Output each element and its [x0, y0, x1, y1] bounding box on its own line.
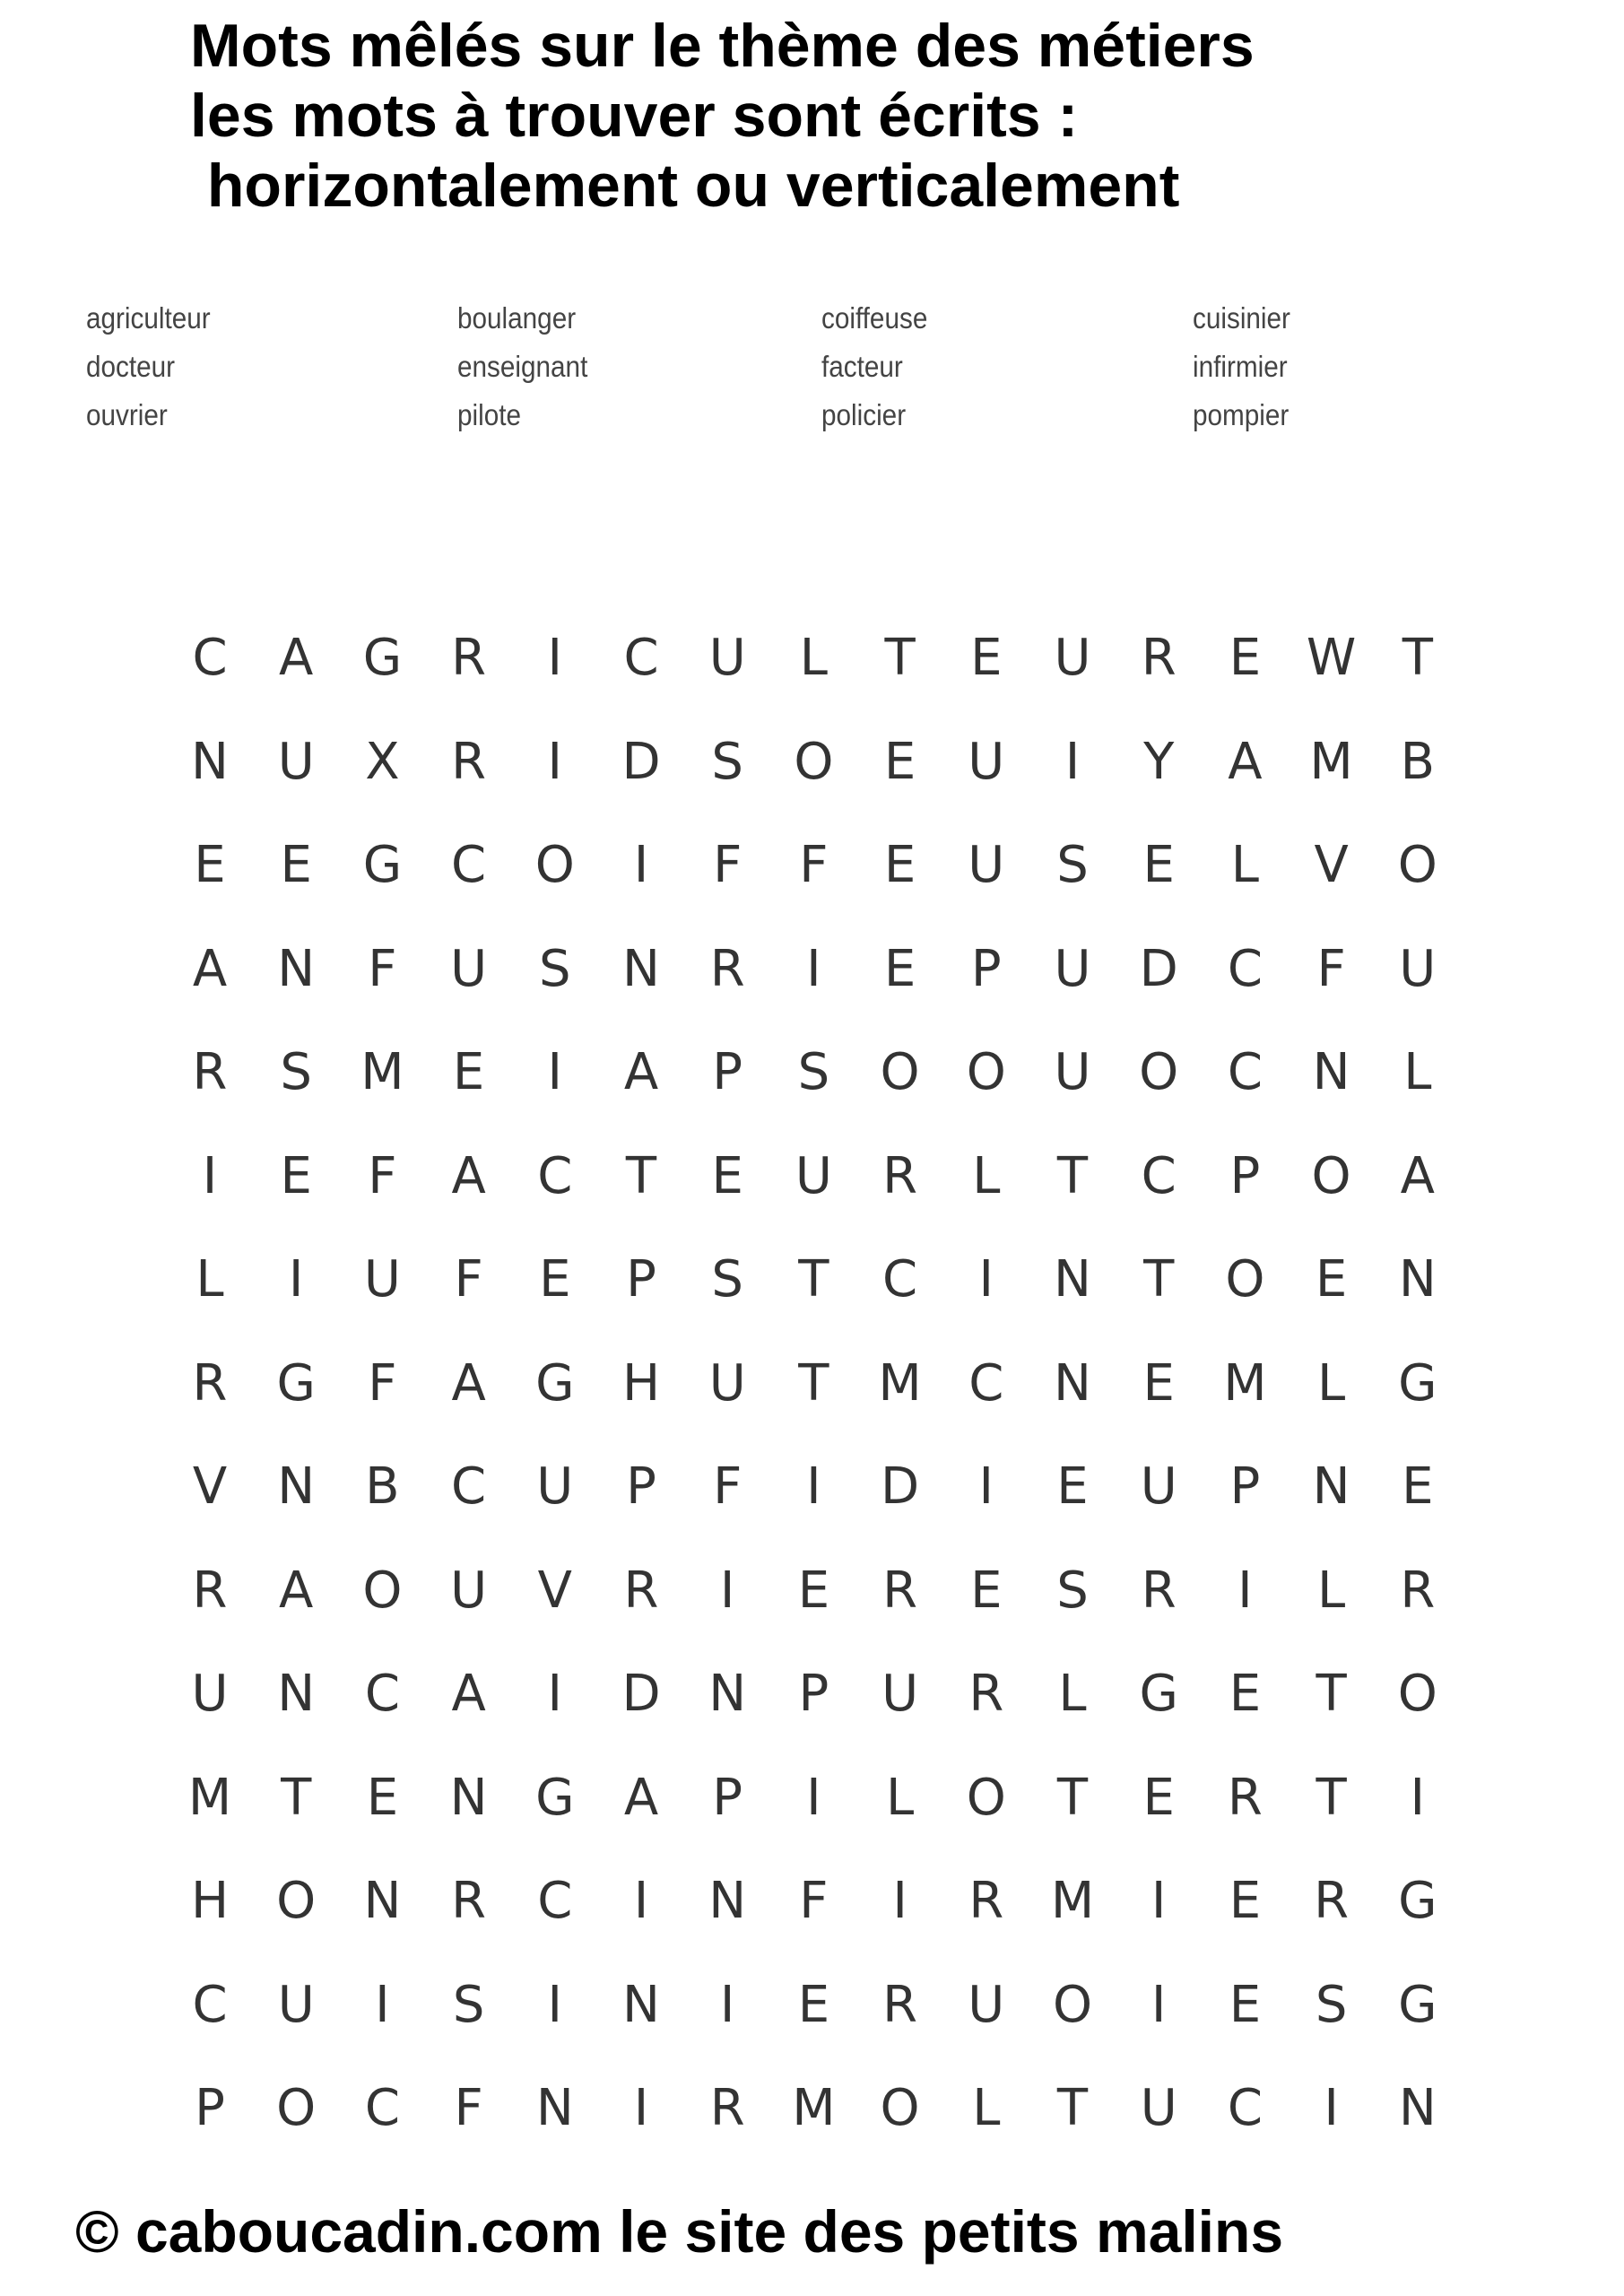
- grid-cell: U: [1054, 629, 1091, 687]
- grid-cell: S: [452, 1975, 485, 2034]
- grid-cell: A: [451, 1665, 486, 1723]
- grid-cell: F: [454, 2079, 483, 2137]
- grid-cell: U: [536, 1457, 574, 1516]
- word-policier: policier: [821, 398, 907, 431]
- grid-cell: E: [883, 732, 916, 791]
- grid-cell: C: [192, 1975, 228, 2034]
- word-ouvrier: ouvrier: [86, 398, 168, 431]
- grid-cell: N: [1312, 1043, 1350, 1101]
- grid-cell: E: [711, 1146, 743, 1205]
- grid-cell: F: [368, 1146, 397, 1205]
- grid-cell: I: [547, 1975, 563, 2034]
- grid-cell: G: [535, 1353, 575, 1413]
- grid-cell: C: [968, 1353, 1004, 1413]
- grid-cell: O: [276, 2079, 317, 2137]
- grid-cell: R: [1227, 1768, 1263, 1827]
- grid-cell: A: [279, 629, 314, 687]
- grid-cell: U: [450, 1561, 488, 1620]
- grid-cell: R: [709, 939, 745, 998]
- grid-cell: N: [277, 1665, 316, 1723]
- grid-cell: F: [1316, 939, 1346, 998]
- grid-cell: H: [190, 1872, 230, 1930]
- grid-cell: I: [892, 1872, 908, 1930]
- grid-cell: U: [881, 1665, 919, 1723]
- grid-cell: S: [797, 1043, 830, 1101]
- grid-cell: U: [968, 836, 1005, 894]
- grid-cell: N: [1312, 1457, 1350, 1516]
- grid-cell: I: [719, 1561, 735, 1620]
- grid-cell: C: [364, 1665, 400, 1723]
- grid-cell: L: [885, 1768, 915, 1827]
- grid-cell: E: [1056, 1457, 1089, 1516]
- grid-cell: E: [1229, 1975, 1262, 2034]
- grid-cell: E: [280, 836, 312, 894]
- grid-cell: M: [792, 2079, 836, 2137]
- grid-cell: L: [972, 2079, 1001, 2137]
- grid-cell: R: [192, 1353, 228, 1413]
- grid-cell: L: [1403, 1043, 1432, 1101]
- grid-cell: T: [798, 1250, 829, 1309]
- grid-cell: I: [806, 1457, 821, 1516]
- grid-cell: B: [1400, 732, 1435, 791]
- grid-cell: E: [1402, 1457, 1434, 1516]
- grid-cell: O: [1311, 1146, 1351, 1205]
- grid-cell: S: [1056, 836, 1089, 894]
- grid-cell: N: [535, 2079, 574, 2137]
- grid-cell: O: [362, 1561, 403, 1620]
- grid-cell: T: [1316, 1665, 1347, 1723]
- grid-cell: R: [968, 1872, 1004, 1930]
- grid-cell: X: [365, 732, 400, 791]
- grid-cell: L: [1230, 836, 1259, 894]
- grid-cell: A: [451, 1146, 486, 1205]
- word-pompier: pompier: [1193, 398, 1290, 431]
- grid-cell: S: [280, 1043, 312, 1101]
- grid-cell: L: [1058, 1665, 1087, 1723]
- grid-cell: C: [1227, 939, 1263, 998]
- grid-cell: S: [1315, 1975, 1348, 2034]
- word-coiffeuse: coiffeuse: [821, 301, 928, 335]
- grid-cell: G: [1398, 1353, 1437, 1413]
- grid-cell: U: [277, 732, 315, 791]
- grid-cell: H: [621, 1353, 661, 1413]
- grid-cell: T: [884, 629, 916, 687]
- grid-cell: U: [968, 732, 1005, 791]
- grid-cell: Y: [1143, 732, 1175, 791]
- grid-cell: P: [712, 1043, 743, 1101]
- grid-cell: U: [277, 1975, 315, 2034]
- grid-cell: O: [1052, 1975, 1093, 2034]
- word-list: [86, 301, 1566, 454]
- grid-cell: R: [192, 1561, 228, 1620]
- grid-cell: G: [362, 836, 403, 894]
- grid-cell: P: [798, 1665, 829, 1723]
- grid-cell: U: [708, 1353, 746, 1413]
- grid-cell: O: [966, 1043, 1006, 1101]
- grid-cell: N: [1054, 1250, 1091, 1309]
- grid-cell: I: [202, 1146, 218, 1205]
- grid-cell: U: [1054, 939, 1091, 998]
- title-line-3: horizontalement ou verticalement: [190, 152, 1180, 220]
- grid-cell: C: [537, 1146, 573, 1205]
- grid-cell: E: [970, 1561, 1003, 1620]
- grid-cell: M: [1223, 1353, 1267, 1413]
- grid-cell: N: [622, 1975, 660, 2034]
- grid-cell: S: [1056, 1561, 1089, 1620]
- grid-cell: C: [1227, 2079, 1263, 2137]
- grid-cell: R: [451, 732, 487, 791]
- grid-cell: U: [1140, 1457, 1177, 1516]
- word-agriculteur: agriculteur: [86, 301, 211, 335]
- grid-cell: R: [1314, 1872, 1350, 1930]
- grid-cell: T: [1056, 1146, 1089, 1205]
- grid-cell: N: [1398, 2079, 1437, 2137]
- grid-cell: P: [626, 1250, 656, 1309]
- grid-cell: S: [711, 732, 743, 791]
- grid-cell: R: [192, 1043, 228, 1101]
- word-infirmier: infirmier: [1193, 350, 1288, 383]
- grid-cell: E: [797, 1561, 830, 1620]
- grid-cell: U: [1054, 1043, 1091, 1101]
- grid-cell: N: [1398, 1250, 1437, 1309]
- grid-cell: I: [806, 1768, 821, 1827]
- grid-cell: E: [1229, 1872, 1262, 1930]
- grid-cell: C: [623, 629, 659, 687]
- grid-cell: D: [621, 1665, 661, 1723]
- letter-grid: [167, 626, 1467, 2187]
- grid-cell: T: [281, 1768, 312, 1827]
- grid-cell: R: [1141, 629, 1177, 687]
- grid-cell: C: [1227, 1043, 1263, 1101]
- grid-cell: T: [1143, 1250, 1175, 1309]
- grid-cell: G: [1139, 1665, 1178, 1723]
- grid-cell: I: [288, 1250, 304, 1309]
- copyright-footer: © caboucadin.com le site des petits malins: [75, 2198, 1284, 2265]
- grid-cell: R: [882, 1146, 918, 1205]
- grid-cell: U: [1140, 2079, 1177, 2137]
- grid-cell: T: [1316, 1768, 1347, 1827]
- grid-cell: E: [280, 1146, 312, 1205]
- grid-cell: I: [633, 2079, 649, 2137]
- grid-cell: E: [194, 836, 226, 894]
- grid-cell: R: [451, 1872, 487, 1930]
- grid-cell: T: [1056, 1768, 1089, 1827]
- grid-cell: O: [1397, 836, 1437, 894]
- grid-cell: R: [1400, 1561, 1436, 1620]
- grid-cell: R: [968, 1665, 1004, 1723]
- grid-cell: M: [1309, 732, 1353, 791]
- grid-cell: N: [277, 939, 316, 998]
- grid-cell: F: [454, 1250, 483, 1309]
- grid-cell: E: [970, 629, 1003, 687]
- grid-cell: F: [799, 1872, 829, 1930]
- grid-cell: G: [1398, 1872, 1437, 1930]
- grid-cell: P: [712, 1768, 743, 1827]
- grid-cell: N: [363, 1872, 402, 1930]
- grid-cell: I: [1410, 1768, 1426, 1827]
- grid-cell: G: [362, 629, 403, 687]
- grid-cell: I: [633, 836, 649, 894]
- grid-cell: F: [713, 1457, 743, 1516]
- grid-cell: O: [1225, 1250, 1265, 1309]
- grid-cell: I: [547, 1665, 563, 1723]
- grid-cell: U: [363, 1250, 401, 1309]
- grid-cell: U: [968, 1975, 1005, 2034]
- grid-cell: R: [709, 2079, 745, 2137]
- grid-cell: O: [1139, 1043, 1179, 1101]
- grid-cell: W: [1306, 629, 1357, 687]
- grid-cell: E: [1315, 1250, 1348, 1309]
- grid-cell: M: [1050, 1872, 1095, 1930]
- grid-cell: N: [622, 939, 660, 998]
- grid-cell: I: [1151, 1975, 1167, 2034]
- grid-cell: O: [880, 2079, 920, 2137]
- grid-cell: C: [1141, 1146, 1177, 1205]
- grid-cell: A: [192, 939, 228, 998]
- grid-cell: I: [1151, 1872, 1167, 1930]
- grid-cell: D: [881, 1457, 920, 1516]
- grid-cell: F: [713, 836, 743, 894]
- title-line-1: Mots mêlés sur le thème des métiers: [190, 12, 1255, 80]
- grid-cell: D: [621, 732, 661, 791]
- grid-cell: R: [451, 629, 487, 687]
- grid-cell: A: [623, 1043, 659, 1101]
- grid-cell: E: [1142, 1768, 1175, 1827]
- grid-cell: I: [547, 1043, 563, 1101]
- grid-cell: C: [882, 1250, 918, 1309]
- grid-cell: P: [970, 939, 1002, 998]
- grid-cell: P: [195, 2079, 225, 2137]
- grid-cell: R: [623, 1561, 659, 1620]
- grid-cell: L: [972, 1146, 1001, 1205]
- grid-cell: B: [365, 1457, 400, 1516]
- grid-cell: U: [795, 1146, 832, 1205]
- grid-cell: I: [1064, 732, 1081, 791]
- grid-cell: R: [882, 1561, 918, 1620]
- word-docteur: docteur: [86, 350, 176, 383]
- grid-cell: I: [547, 629, 563, 687]
- grid-cell: I: [978, 1250, 994, 1309]
- grid-cell: O: [794, 732, 834, 791]
- grid-cell: C: [451, 1457, 487, 1516]
- page-title: [190, 11, 1535, 221]
- grid-cell: M: [360, 1043, 404, 1101]
- grid-cell: P: [626, 1457, 656, 1516]
- grid-cell: E: [1229, 629, 1262, 687]
- grid-cell: N: [1054, 1353, 1091, 1413]
- grid-cell: F: [799, 836, 829, 894]
- grid-cell: E: [1142, 1353, 1175, 1413]
- grid-cell: D: [1139, 939, 1178, 998]
- grid-cell: N: [708, 1665, 747, 1723]
- grid-cell: G: [535, 1768, 575, 1827]
- grid-cell: E: [366, 1768, 399, 1827]
- grid-cell: M: [878, 1353, 922, 1413]
- grid-cell: E: [883, 939, 916, 998]
- grid-cell: I: [547, 732, 563, 791]
- grid-cell: I: [978, 1457, 994, 1516]
- grid-cell: C: [537, 1872, 573, 1930]
- grid-cell: I: [1324, 2079, 1339, 2137]
- grid-cell: O: [1397, 1665, 1437, 1723]
- grid-cell: F: [368, 939, 397, 998]
- grid-cell: A: [623, 1768, 659, 1827]
- grid-cell: E: [539, 1250, 571, 1309]
- grid-cell: L: [1316, 1561, 1346, 1620]
- grid-cell: U: [708, 629, 746, 687]
- word-facteur: facteur: [821, 350, 903, 383]
- grid-cell: S: [711, 1250, 743, 1309]
- grid-cell: F: [368, 1353, 397, 1413]
- grid-cell: L: [195, 1250, 224, 1309]
- grid-cell: O: [880, 1043, 920, 1101]
- title-line-2: les mots à trouver sont écrits :: [190, 82, 1079, 150]
- grid-cell: E: [452, 1043, 485, 1101]
- grid-cell: E: [1229, 1665, 1262, 1723]
- grid-cell: G: [1398, 1975, 1437, 2034]
- grid-cell: I: [375, 1975, 390, 2034]
- grid-cell: T: [1402, 629, 1433, 687]
- grid-cell: T: [1056, 2079, 1089, 2137]
- grid-cell: C: [192, 629, 228, 687]
- grid-cell: A: [1400, 1146, 1435, 1205]
- grid-cell: I: [719, 1975, 735, 2034]
- grid-cell: L: [1316, 1353, 1346, 1413]
- word-enseignant: enseignant: [457, 350, 588, 383]
- grid-cell: E: [883, 836, 916, 894]
- word-pilote: pilote: [457, 398, 522, 431]
- grid-cell: O: [966, 1768, 1006, 1827]
- grid-cell: A: [1228, 732, 1263, 791]
- grid-cell: L: [799, 629, 828, 687]
- grid-cell: N: [191, 732, 229, 791]
- grid-cell: A: [279, 1561, 314, 1620]
- grid-cell: M: [187, 1768, 232, 1827]
- grid-cell: O: [276, 1872, 317, 1930]
- grid-cell: A: [451, 1353, 486, 1413]
- grid-cell: N: [277, 1457, 316, 1516]
- grid-cell: R: [1141, 1561, 1177, 1620]
- grid-cell: T: [798, 1353, 829, 1413]
- grid-cell: E: [797, 1975, 830, 2034]
- grid-cell: C: [364, 2079, 400, 2137]
- grid-cell: P: [1229, 1457, 1261, 1516]
- word-cuisinier: cuisinier: [1193, 301, 1290, 335]
- grid-cell: V: [537, 1561, 572, 1620]
- grid-cell: U: [1399, 939, 1437, 998]
- grid-cell: N: [708, 1872, 747, 1930]
- grid-cell: V: [192, 1457, 228, 1516]
- grid-cell: C: [451, 836, 487, 894]
- grid-cell: I: [1238, 1561, 1253, 1620]
- grid-cell: U: [191, 1665, 229, 1723]
- grid-cell: U: [450, 939, 488, 998]
- grid-cell: O: [534, 836, 575, 894]
- grid-cell: I: [633, 1872, 649, 1930]
- grid-cell: E: [1142, 836, 1175, 894]
- grid-cell: G: [276, 1353, 316, 1413]
- grid-cell: N: [449, 1768, 488, 1827]
- grid-cell: I: [806, 939, 821, 998]
- grid-cell: V: [1314, 836, 1349, 894]
- word-boulanger: boulanger: [457, 301, 577, 335]
- grid-cell: R: [882, 1975, 918, 2034]
- grid-cell: S: [539, 939, 571, 998]
- grid-cell: T: [625, 1146, 657, 1205]
- grid-cell: P: [1229, 1146, 1261, 1205]
